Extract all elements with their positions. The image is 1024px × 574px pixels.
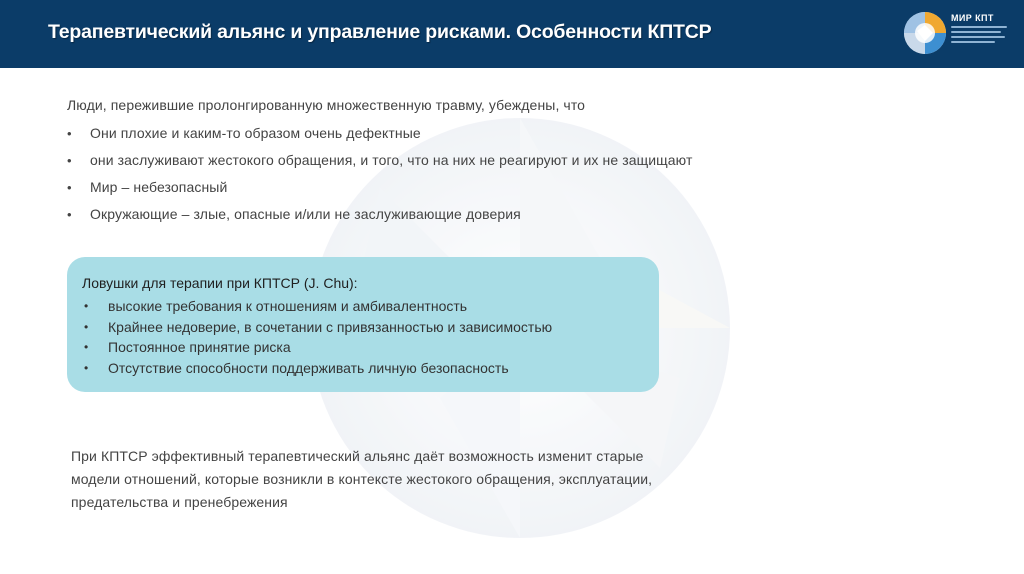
- bullet-icon: •: [67, 126, 72, 141]
- list-item: • Они плохие и каким-то образом очень дефектные: [67, 120, 692, 147]
- bullet-icon: •: [67, 153, 72, 168]
- conclusion-paragraph: [71, 445, 771, 514]
- logo-tagline: [951, 26, 1007, 46]
- header-bar: [0, 0, 1024, 68]
- callout-list: [82, 296, 552, 378]
- paragraph-line: При КПТСР эффективный терапевтический альянс даёт возможность изменит старые: [71, 448, 644, 464]
- list-item: • они заслуживают жестокого обращения, и того, что на них не реагируют и их не защищают: [67, 147, 692, 174]
- slide-title: Терапевтический альянс и управление рисками. Особенности КПТСР: [48, 21, 712, 43]
- list-item: • Окружающие – злые, опасные и/или не заслуживающие доверия: [67, 201, 692, 228]
- globe-logo-icon: [903, 11, 947, 55]
- list-item: • Отсутствие способности поддерживать личную безопасность: [82, 358, 552, 379]
- bullet-icon: •: [84, 360, 89, 375]
- callout-title: Ловушки для терапии при КПТСР (J. Chu):: [82, 275, 358, 291]
- logo-name: МИР КПТ: [951, 13, 994, 23]
- logo: [903, 9, 1015, 59]
- paragraph-line: модели отношений, которые возникли в контексте жестокого обращения, эксплуатации,: [71, 471, 653, 487]
- list-item: • Мир – небезопасный: [67, 174, 692, 201]
- list-item: • высокие требования к отношениям и амбивалентность: [82, 296, 552, 317]
- list-item: • Крайнее недоверие, в сочетании с привязанностью и зависимостью: [82, 317, 552, 338]
- list-item: • Постоянное принятие риска: [82, 337, 552, 358]
- bullet-icon: •: [84, 299, 89, 313]
- bullet-icon: •: [67, 207, 72, 222]
- paragraph-line: предательства и пренебрежения: [71, 494, 288, 510]
- callout-box: [67, 257, 659, 392]
- bullet-icon: •: [67, 180, 72, 195]
- bullet-icon: •: [84, 340, 89, 354]
- beliefs-list: [67, 120, 692, 228]
- intro-text: Люди, пережившие пролонгированную множественную травму, убеждены, что: [67, 97, 586, 113]
- bullet-icon: •: [84, 319, 89, 334]
